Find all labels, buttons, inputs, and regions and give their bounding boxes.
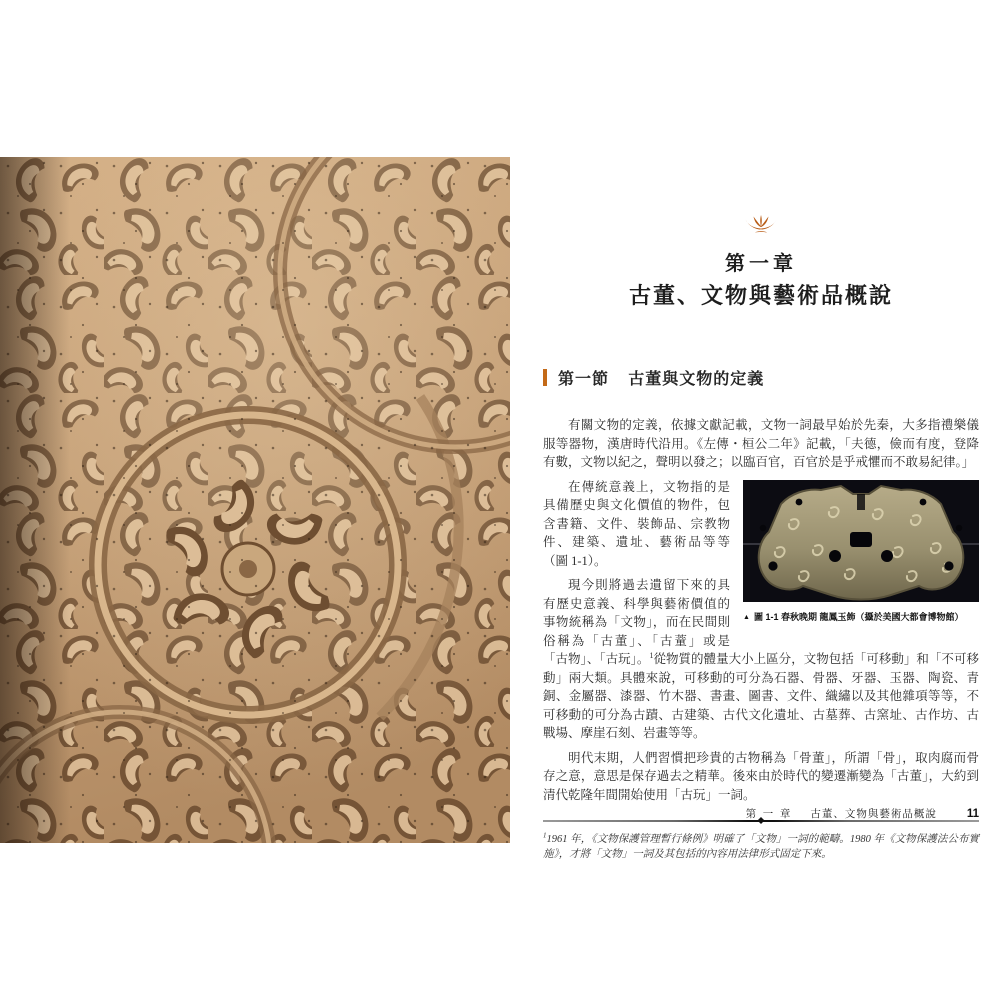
fleuron-icon bbox=[743, 215, 779, 241]
relief-photo bbox=[0, 157, 510, 843]
figure-caption-text: 圖 1-1 春秋晚期 龍鳳玉飾（攝於美國大都會博物館） bbox=[753, 611, 964, 622]
paragraph-3-text: 現今則將過去遺留下來的具有歷史意義、科學與藝術價值的事物統稱為「文物」，而在民間則俗稱為「古董」、「古蕫」或是「古物」、「古玩」。 bbox=[543, 578, 730, 666]
footnote bbox=[543, 832, 979, 862]
footer-chapter-number: 第 一 章 bbox=[745, 809, 793, 820]
paragraph-2: 在傳統意義上，文物指的是具備歷史與文化價值的物件，包含書籍、文件、裝飾品、宗教物件、建築、遺址、藝術品等等（圖 1-1）。 bbox=[543, 479, 730, 568]
footer-chapter-title: 古董、文物與藝術品概說 bbox=[810, 809, 937, 820]
relief-photo-graphic bbox=[0, 157, 510, 843]
running-footer bbox=[543, 806, 979, 821]
footnote-ref-1: 1 bbox=[649, 650, 654, 660]
body-text bbox=[543, 416, 979, 804]
section-number: 第一節 bbox=[558, 371, 610, 388]
figure-caption bbox=[743, 608, 979, 629]
page-number: 11 bbox=[966, 808, 979, 820]
jade-ornament-photo bbox=[743, 480, 979, 602]
footnote-marker: 1 bbox=[543, 831, 547, 840]
triangle-marker-icon: ▲ bbox=[743, 613, 750, 621]
paragraph-1: 有關文物的定義，依據文獻記載，文物一詞最早始於先秦，大多指禮樂儀服等器物，漢唐時代沿用。《左傳・桓公二年》記載，「夫德，儉而有度，登降有數，文物以紀之，聲明以發之；以臨百官，百官於是乎戒懼而不敢易紀律。」 bbox=[543, 418, 979, 469]
figure-1-1 bbox=[743, 480, 979, 629]
chapter-title: 古董、文物與藝術品概說 bbox=[628, 283, 893, 308]
section-title: 古董與文物的定義 bbox=[628, 371, 765, 388]
paragraph-4: 明代末期，人們習慣把珍貴的古物稱為「骨董」，所謂「骨」，取肉腐而骨存之意，意思是保存過去之精華。後來由於時代的變遷漸變為「古董」，大約到清代乾隆年間開始使用「古玩」一詞。 bbox=[543, 750, 979, 802]
paragraph-3-continuation: 從物質的體量大小上區分，文物包括「可移動」和「不可移動」兩大類。具體來說，可移動的可分為石器、骨器、牙器、玉器、陶瓷、青銅、金屬器、漆器、竹木器、書畫、圖書、文件、織繡以及其他雜項等等，不可移動的可分為古蹟、古建築、古代文化遺址、古墓葬、古窯址、古作坊、古戰場、摩崖石刻、岩畫等等。 bbox=[543, 652, 979, 740]
footnote-text: 1961 年，《文物保護管理暫行條例》明確了「文物」一詞的範疇。1980 年《文物保護法公布實施》，才將「文物」一詞及其包括的內容用法律形式固定下來。 bbox=[543, 834, 979, 860]
text-column bbox=[543, 157, 979, 862]
section-heading bbox=[543, 366, 979, 389]
section-accent-bar bbox=[543, 369, 547, 386]
chapter-number: 第一章 bbox=[725, 253, 797, 275]
